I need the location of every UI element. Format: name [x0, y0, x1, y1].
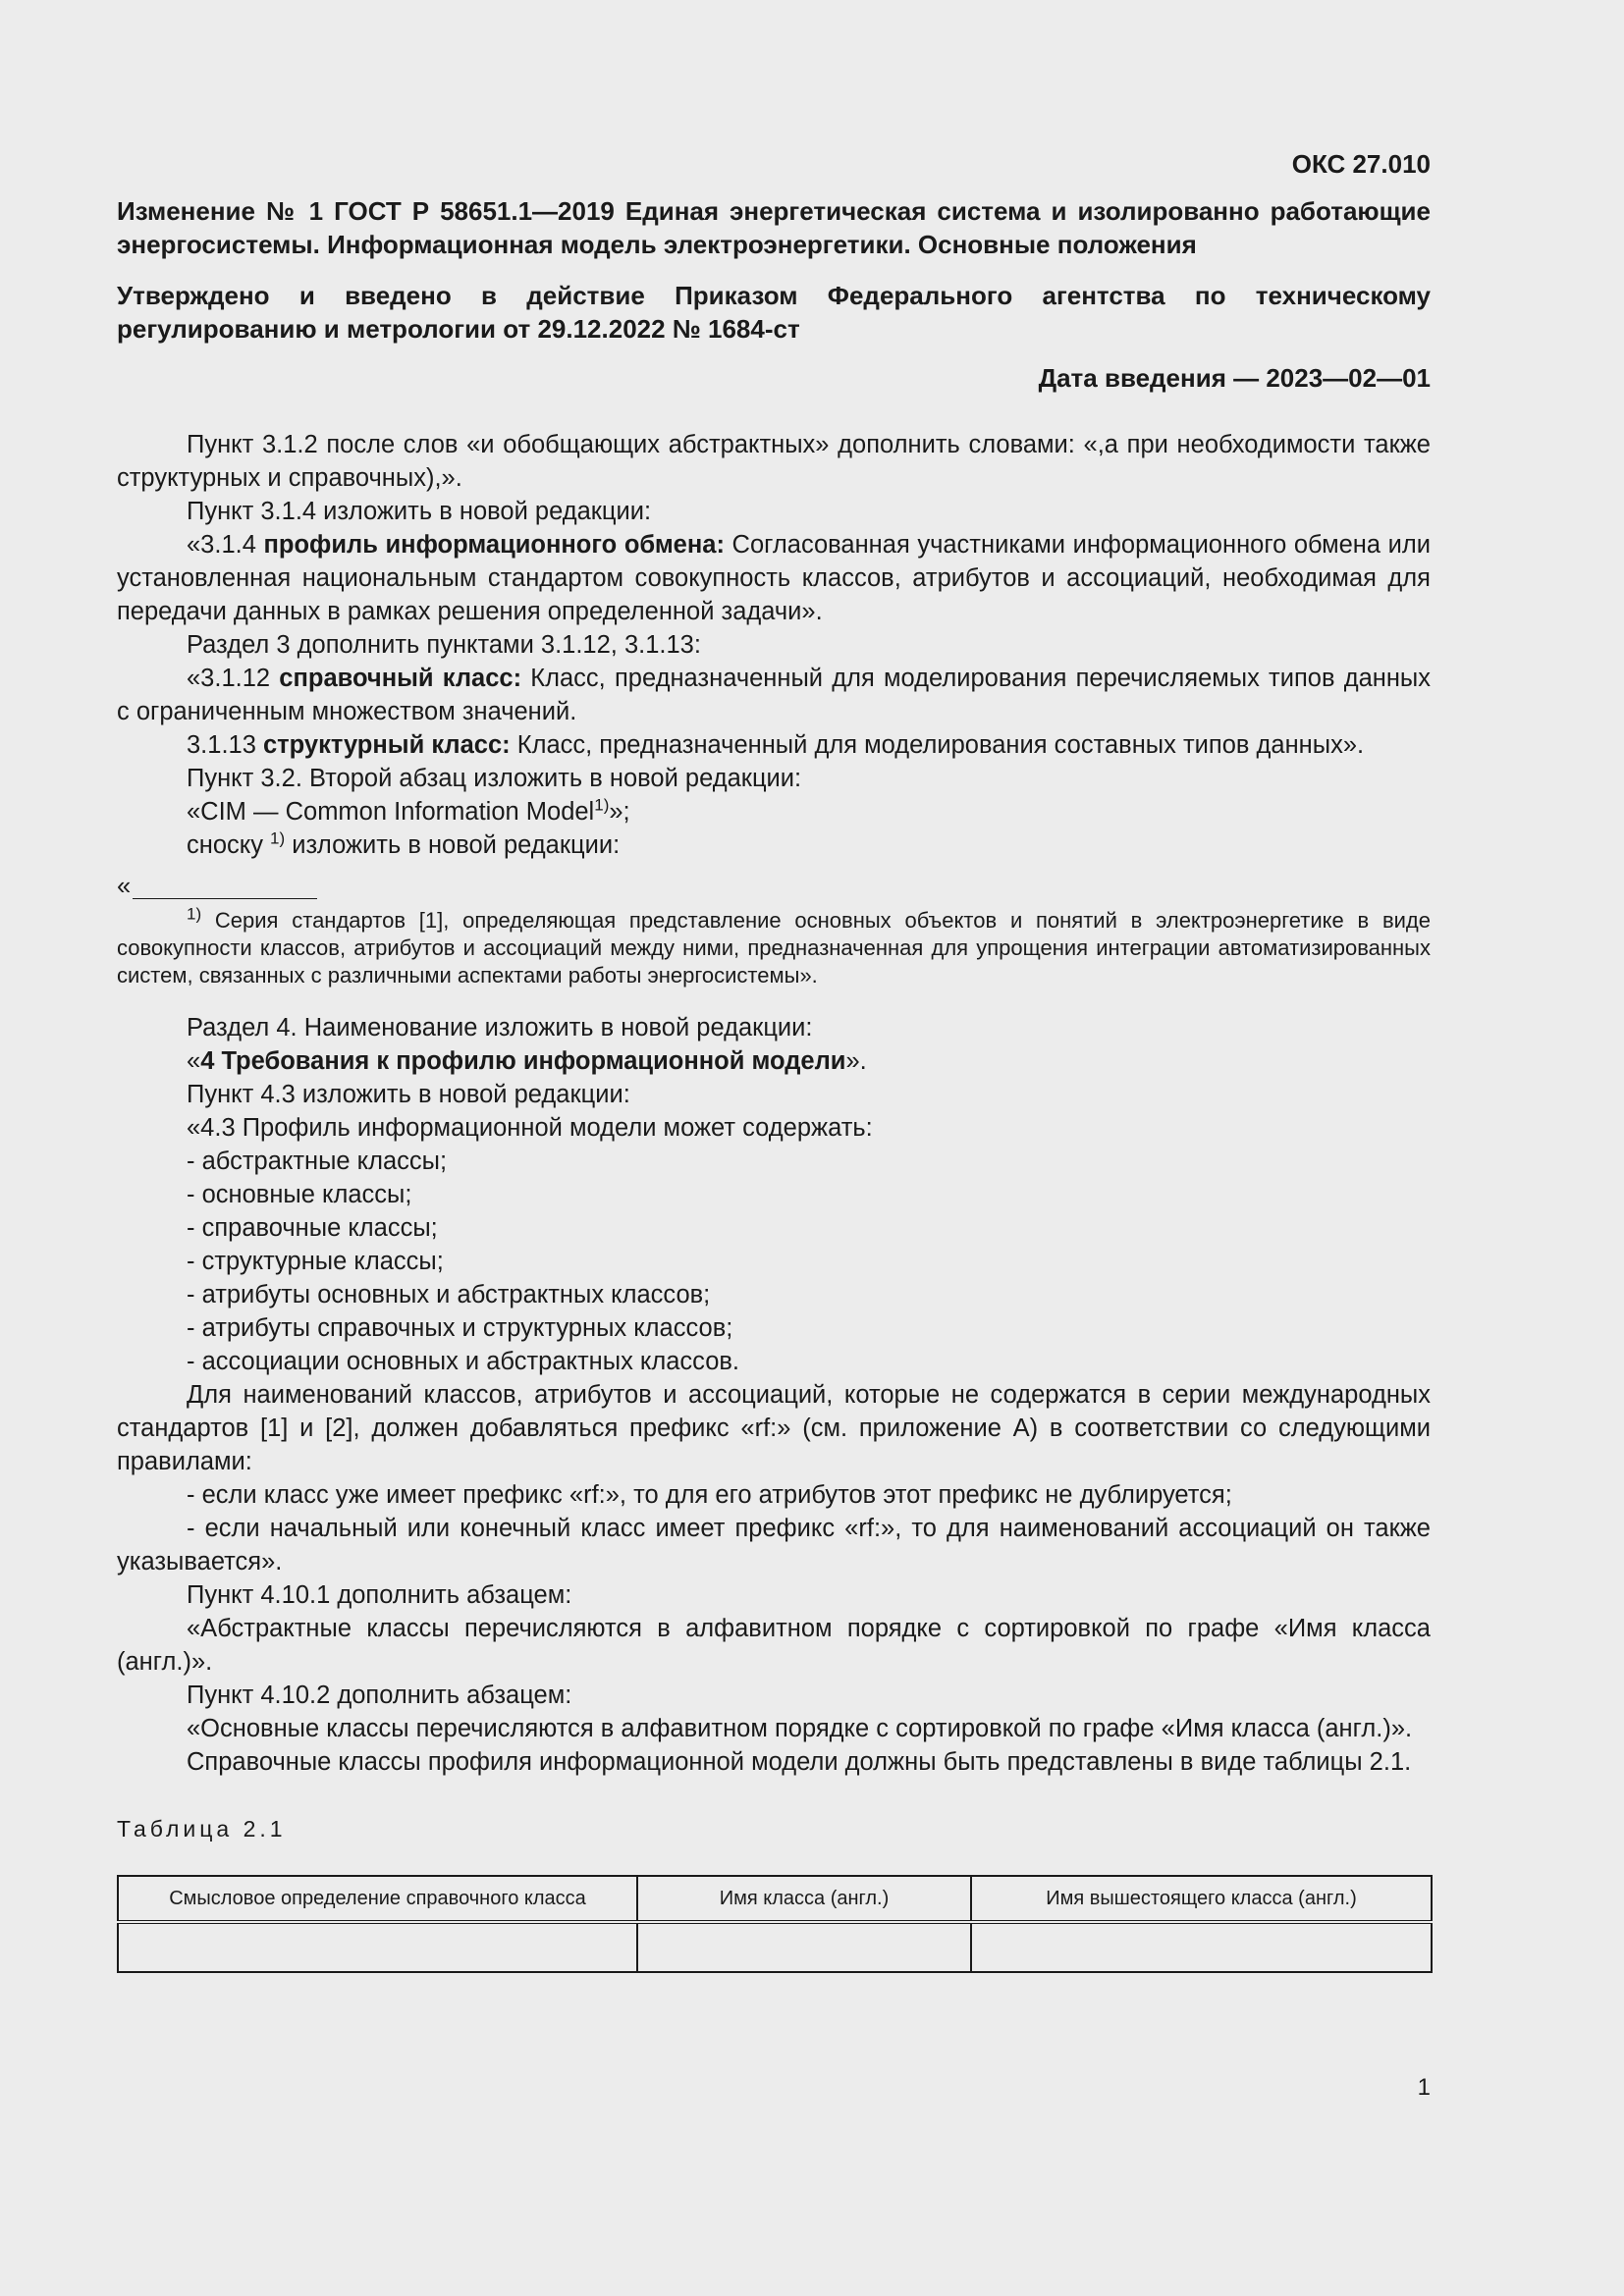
- footnote-block: [117, 873, 1431, 989]
- paragraph: «4.3 Профиль информационной модели может содержать:: [187, 1114, 873, 1142]
- definition-3-1-4: «3.1.4 профиль информационного обмена: Согласованная участниками информационного обмена или установленная национальным стандартом совокупность классов, атрибутов и ассоциаций, необходимая для передачи данных в рамках решения определенной задачи».: [117, 531, 1432, 625]
- list-item: - атрибуты основных и абстрактных классов;: [187, 1281, 711, 1308]
- effective-date: Дата введения — 2023—02—01: [1038, 363, 1431, 393]
- table-header-cell: Смысловое определение справочного класса: [118, 1876, 637, 1922]
- table-header-row: [118, 1876, 1432, 1922]
- cim-definition: «CIM — Common Information Model$^{1)}$»;: [187, 795, 630, 826]
- footnote-separator: [133, 898, 317, 899]
- paragraph: «Основные классы перечисляются в алфавитном порядке с сортировкой по графе «Имя класса (англ.)».: [187, 1715, 1413, 1742]
- paragraph: Раздел 3 дополнить пунктами 3.1.12, 3.1.13:: [187, 631, 701, 659]
- definition-3-1-12: «3.1.12 справочный класс: Класс, предназначенный для моделирования перечисляемых типов данных с ограниченным множеством значений.: [117, 665, 1431, 725]
- approval-statement: Утверждено и введено в действие Приказом Федерального агентства по техническому регулированию и метрологии от 29.12.2022 № 1684-ст: [117, 281, 1431, 344]
- table-header-cell: Имя вышестоящего класса (англ.): [971, 1876, 1432, 1922]
- reference-classes-table: [117, 1875, 1433, 1973]
- list-item: - справочные классы;: [187, 1214, 438, 1242]
- list-item: - структурные классы;: [187, 1248, 444, 1275]
- page-number: 1: [1417, 2074, 1431, 2101]
- section-4-title: «4 Требования к профилю информационной модели».: [187, 1047, 867, 1075]
- document-page: [117, 147, 1431, 1973]
- footnote-open-quote: «: [117, 873, 132, 900]
- footnote-instruction: сноску $^{1)}$ изложить в новой редакции:: [187, 828, 621, 859]
- paragraph: Справочные классы профиля информационной модели должны быть представлены в виде таблицы 2.1.: [187, 1748, 1412, 1776]
- paragraph: Пункт 4.3 изложить в новой редакции:: [187, 1081, 630, 1108]
- rule-item: - если класс уже имеет префикс «rf:», то для его атрибутов этот префикс не дублируется;: [187, 1481, 1232, 1509]
- footnote-text: $^{1)}$ Серия стандартов [1], определяющая представление основных объектов и понятий в электроэнергетике в виде совокупности классов, атрибутов и ассоциаций между ними, предназначенная для упрощения интеграции автоматизированных систем, связанных с различными аспектами работы энергосистемы».: [117, 904, 1431, 988]
- paragraph: Пункт 3.1.2 после слов «и обобщающих абстрактных» дополнить словами: «,а при необходимости также структурных и справочных),».: [117, 431, 1431, 492]
- list-item: - основные классы;: [187, 1181, 412, 1208]
- table-cell: [118, 1922, 637, 1972]
- list-item: - абстрактные классы;: [187, 1148, 448, 1175]
- paragraph: Раздел 4. Наименование изложить в новой редакции:: [187, 1014, 813, 1041]
- amendment-title: Изменение № 1 ГОСТ Р 58651.1—2019 Единая энергетическая система и изолированно работающие энергосистемы. Информационная модель электроэнергетики. Основные положения: [117, 196, 1431, 259]
- table-caption: Таблица 2.1: [117, 1816, 287, 1842]
- table-cell: [637, 1922, 971, 1972]
- table-row: [118, 1922, 1432, 1972]
- paragraph: Пункт 4.10.2 дополнить абзацем:: [187, 1682, 572, 1709]
- paragraph: Пункт 4.10.1 дополнить абзацем:: [187, 1581, 572, 1609]
- definition-3-1-13: 3.1.13 структурный класс: Класс, предназначенный для моделирования составных типов данных».: [187, 731, 1365, 759]
- oks-code: ОКС 27.010: [1291, 149, 1431, 179]
- paragraph: Пункт 3.1.4 изложить в новой редакции:: [187, 498, 652, 525]
- amendment-body: [117, 428, 1431, 1973]
- rule-item: - если начальный или конечный класс имеет префикс «rf:», то для наименований ассоциаций он также указывается».: [117, 1515, 1431, 1575]
- list-item: - атрибуты справочных и структурных классов;: [187, 1314, 733, 1342]
- paragraph: «Абстрактные классы перечисляются в алфавитном порядке с сортировкой по графе «Имя класса (англ.)».: [117, 1615, 1431, 1676]
- table-cell: [971, 1922, 1432, 1972]
- paragraph: Для наименований классов, атрибутов и ассоциаций, которые не содержатся в серии международных стандартов [1] и [2], должен добавляться префикс «rf:» (см. приложение А) в соответствии со следующими правилами:: [117, 1381, 1431, 1475]
- table-header-cell: Имя класса (англ.): [637, 1876, 971, 1922]
- paragraph: Пункт 3.2. Второй абзац изложить в новой редакции:: [187, 765, 802, 792]
- list-item: - ассоциации основных и абстрактных классов.: [187, 1348, 740, 1375]
